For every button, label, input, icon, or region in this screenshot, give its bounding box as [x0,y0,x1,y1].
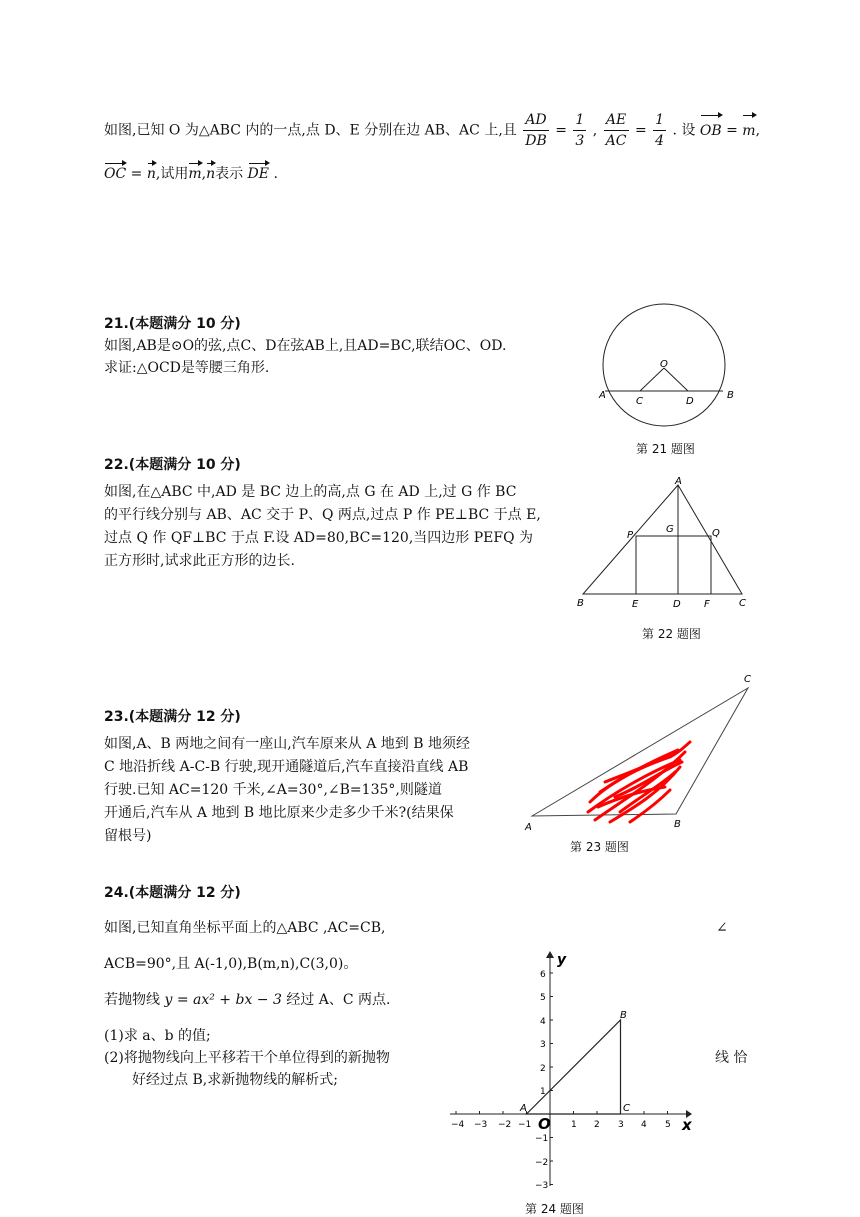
q23-line3: 行驶.已知 AC=120 千米,∠A=30°,∠B=135°,则隧道 [104,782,442,798]
vector-n: n [147,162,156,186]
label-p: P [627,530,634,541]
vector-m: m [742,114,755,148]
label-a: A [520,1103,527,1114]
q23-figure [520,672,760,832]
x-tick-label: −2 [498,1120,512,1130]
equals-sign: = [126,166,147,182]
x-tick-label: 2 [594,1120,600,1130]
q23-caption: 第 23 题图 [570,840,629,854]
q20-text: ,试用 [155,166,189,182]
q21-heading: 21.(本题满分 10 分) [104,316,241,332]
q21-figure [596,304,746,434]
label-b: B [674,819,681,830]
q23-line2: C 地沿折线 A-C-B 行驶,现开通隧道后,汽车直接沿直线 AB [104,759,469,775]
parabola-equation: y = ax² + bx − 3 [164,992,282,1008]
q24-heading: 24.(本题满分 12 分) [104,885,241,901]
y-axis-arrow [546,951,554,958]
y-tick-label: −2 [535,1158,549,1168]
label-c: C [744,674,751,685]
label-b: B [620,1010,627,1021]
q24-text: 若抛物线 [104,992,160,1008]
vector-m: m [188,162,201,186]
x-tick-label: −1 [518,1120,532,1130]
y-tick-label: 2 [540,1064,546,1074]
q23-line5: 留根号) [104,828,152,844]
comma: , [201,166,207,182]
x-axis-label: x [682,1116,692,1134]
x-tick-label: 1 [571,1120,577,1130]
x-tick-label: −3 [474,1120,488,1130]
y-tick-label: 4 [540,1017,546,1027]
label-d: D [686,396,694,407]
origin-label: O [538,1115,551,1133]
label-b: B [577,598,584,609]
label-q: Q [712,528,720,539]
comma: , [755,122,761,139]
q22-line1: 如图,在△ABC 中,AD 是 BC 边上的高,点 G 在 AD 上,过 G 作 BC [104,484,517,500]
q24-item1: (1)求 a、b 的值; [104,1028,211,1044]
q20-line2 [104,162,278,186]
x-tick-label: 3 [618,1120,624,1130]
q24-item2-tail: 线 恰 [715,1050,748,1066]
q22-heading: 22.(本题满分 10 分) [104,457,241,473]
vector-ob: OB [700,114,722,148]
label-c: C [623,1103,630,1114]
q21-line2: 求证:△OCD是等腰三角形. [104,360,270,376]
x-tick-label: 4 [641,1120,647,1130]
vector-de: DE [248,162,269,186]
x-tick-label: −4 [451,1120,465,1130]
segment-oc [640,368,664,391]
q22-caption: 第 22 题图 [642,627,701,641]
label-e: E [632,599,639,610]
label-g: G [666,524,674,535]
q23-line4: 开通后,汽车从 A 地到 B 地比原来少走多少千米?(结果保 [104,805,454,821]
q24-line2: ACB=90°,且 A(-1,0),B(m,n),C(3,0)。 [104,956,358,972]
fraction-ae-ac: $\frac{AE}{AC}$ [605,112,627,149]
label-a: A [525,822,532,833]
label-d: D [673,599,681,610]
q24-item2-line2: 好经过点 B,求新抛物线的解析式; [132,1072,338,1088]
q24-text: 经过 A、C 两点. [286,992,391,1008]
period: . [269,166,278,182]
segment-od [664,368,688,391]
q22-line4: 正方形时,试求此正方形的边长. [104,553,295,569]
q24-line1-tail: ∠ [716,920,728,936]
q24-line3 [104,988,391,1012]
label-a: A [599,390,606,401]
mountain-scribble [588,742,690,822]
y-tick-label: 6 [540,970,546,980]
q20-line1 [104,110,760,151]
y-axis-label: y [557,952,567,968]
q24-item2: (2)将抛物线向上平移若干个单位得到的新抛物 [104,1050,390,1066]
q23-line1: 如图,A、B 两地之间有一座山,汽车原来从 A 地到 B 地须经 [104,736,470,752]
label-o: O [660,359,668,370]
fraction-one-third: $\frac{1}{3}$ [575,112,585,149]
q24-coordinate-figure [440,946,700,1194]
q21-line1: 如图,AB是⊙O的弦,点C、D在弦AB上,且AD=BC,联结OC、OD. [104,338,507,354]
x-tick-label: 5 [665,1120,671,1130]
equals-sign: = [634,122,647,139]
y-tick-label: −1 [535,1134,549,1144]
q20-text: 表示 [215,166,244,182]
label-f: F [704,599,710,610]
square-pefq [636,536,711,594]
y-tick-label: 3 [540,1040,546,1050]
y-tick-label: 1 [540,1087,546,1097]
q24-line1: 如图,已知直角坐标平面上的△ABC ,AC=CB, [104,920,386,936]
q21-caption: 第 21 题图 [636,442,695,456]
label-a: A [675,476,682,487]
vector-oc: OC [104,162,126,186]
equals-sign: = [721,122,743,139]
q23-heading: 23.(本题满分 12 分) [104,709,241,725]
q24-caption: 第 24 题图 [525,1202,584,1216]
y-tick-label: 5 [540,993,546,1003]
label-c: C [739,598,746,609]
equals-sign: = [555,122,567,139]
let-text: . 设 [672,122,696,139]
vector-n: n [206,162,215,186]
comma: , [592,122,598,139]
y-tick-label: −3 [535,1181,549,1191]
q22-line3: 过点 Q 作 QF⊥BC 于点 F.设 AD=80,BC=120,当四边形 PEFQ 为 [104,530,534,546]
label-b: B [727,390,734,401]
q22-figure [574,476,754,611]
q20-text: 如图,已知 O 为△ABC 内的一点,点 D、E 分别在边 AB、AC 上,且 [104,122,517,139]
triangle-abc [583,485,742,594]
fraction-one-quarter: $\frac{1}{4}$ [655,112,665,149]
fraction-ad-db: $\frac{AD}{DB}$ [525,112,547,149]
q22-line2: 的平行线分别与 AB、AC 交于 P、Q 两点,过点 P 作 PE⊥BC 于点 E, [104,507,541,523]
label-c: C [636,396,643,407]
